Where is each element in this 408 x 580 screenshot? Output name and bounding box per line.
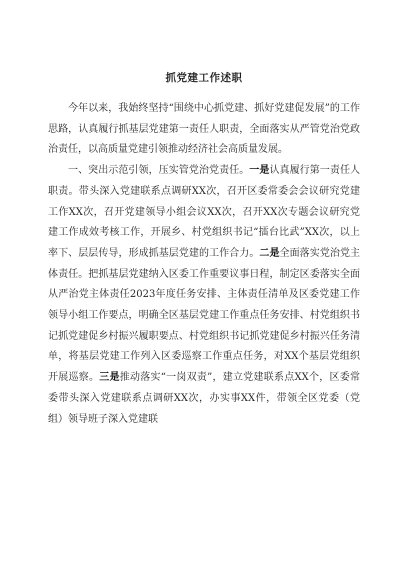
paragraph-section-one [48,161,360,430]
lead-marker-third: 三是 [99,372,120,384]
lead-marker-second: 二是 [259,247,280,259]
section-body-text-1: 认真履行第一责任人职责。带头深入党建联系点调研XX次，召开区委常委会会议研究党建工作XX次，召开党建领导小组会议XX次，召开XX次专题会议研究党建工作成效考核工作，开展乡、村党组织书记“擂台比武”XX次，以上率下、层层传导，形成抓基层党建的工作合力。 [48,165,361,259]
paragraph-intro: 今年以来，我始终坚持“围绕中心抓党建、抓好党建促发展”的工作思路，认真履行抓基层党建第一责任人职责，全面落实从严管党治党政治责任，以高质量党建引领推动经济社会高质量发展。 [48,103,360,156]
lead-marker-first: 一是 [249,165,270,177]
document-title: 抓党建工作述职 [165,72,243,84]
section-body-text-2: 全面落实党治党主体责任。把抓基层党建纳入区委工作重要议事日程，制定区委落实全面从严治党主体责任2023年度任务安排、主体责任清单及区委党建工作领导小组工作要点，明确全区基层党建工作重点任务安排、村党组织书记抓党建促乡村振兴履职要点、村党组织书记抓党建促乡村振兴任务清单，将基层党建工作列入区委巡察工作重点任务，对XX个基层党组织开展巡察。 [48,247,361,384]
section-body-text-3: 推动落实“一岗双责”，建立党建联系点XX个，区委常委带头深入党建联系点调研XX次，办实事XX件，带领全区党委（党组）领导班子深入党建联 [48,372,361,425]
section-heading-text: 一、突出示范引领，压实管党治党责任。 [68,165,250,177]
